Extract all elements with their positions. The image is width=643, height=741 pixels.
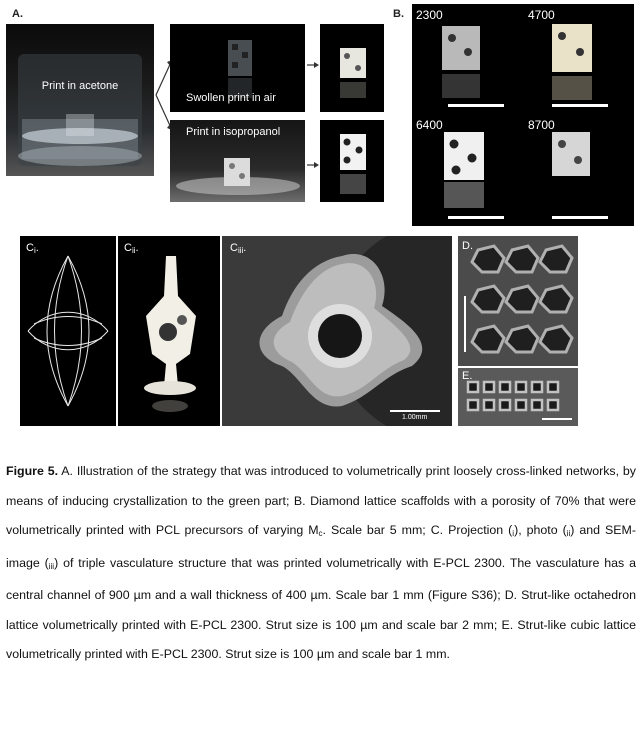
scale-bar-d: [464, 296, 466, 352]
panel-a-letter: A.: [12, 8, 23, 20]
sample-label-4: 8700: [528, 118, 555, 132]
ci-label: $C_i$.: [26, 242, 39, 255]
final-print-bottom-photo: [320, 120, 384, 202]
panel-cii-photo: [118, 236, 220, 426]
cii-print-illustration: [118, 236, 220, 426]
final-print-top-illustration: [320, 24, 384, 112]
ciii-label: $C_{iii}$.: [230, 242, 247, 255]
caption-label: Figure 5.: [6, 464, 59, 478]
sample-8700-illustration: [552, 132, 590, 176]
caption-text-2: . Scale bar 5 mm; C. Projection (: [322, 523, 513, 537]
swollen-print-photo: [170, 24, 305, 112]
panel-d-sem: [458, 236, 578, 366]
panel-b-letter: B.: [393, 8, 404, 20]
jar-illustration: [6, 24, 154, 176]
caption-text-5: ) of triple vasculature structure that was printed volumetrically with E-PCL 2300. The vasculature has a central channel of 900 µm and a wall thickness of 400 µm. Scale bar 1 mm (Figure S36); D. Strut-like octahedron lattice volumetrically printed with E-PCL 2300. Strut size is 100 µm and scale bar 2 mm; E. Strut-like cubic lattice volumetrically printed with E-PCL 2300. Strut size is 100 µm and scale bar 1 mm.: [6, 555, 636, 661]
panel-b-samples: [412, 4, 634, 226]
panel-e-letter: E.: [462, 370, 473, 382]
scale-bar-b2: [552, 104, 608, 107]
caption-iii-sub: iii: [48, 561, 55, 571]
scale-bar-b3: [448, 216, 504, 219]
scale-bar-ciii: [390, 410, 440, 412]
ciii-scale-text: 1.00mm: [402, 414, 428, 421]
caption-mc-sub: c: [318, 529, 323, 538]
ciii-sem-illustration: [222, 236, 452, 426]
scale-bar-b1: [448, 104, 504, 107]
sample-label-1: 2300: [416, 8, 443, 22]
arrow-right-bottom-icon: [306, 160, 320, 170]
swollen-label: Swollen print in air: [186, 92, 276, 104]
sample-4700-illustration: [552, 24, 592, 100]
sample-label-2: 4700: [528, 8, 555, 22]
panel-ci-projection: [20, 236, 116, 426]
scale-bar-e: [542, 418, 572, 420]
final-print-bottom-illustration: [320, 120, 384, 202]
d-octahedron-lattice-illustration: [458, 236, 578, 366]
scale-bar-b4: [552, 216, 608, 219]
acetone-jar-photo: [6, 24, 154, 176]
figure-caption: [6, 457, 636, 670]
arrow-right-top-icon: [306, 60, 320, 70]
caption-i-sub: i: [512, 529, 515, 538]
caption-text-4: ) and SEM-image (: [6, 523, 636, 570]
caption-ii-sub: ii: [566, 529, 571, 538]
panel-e-sem: [458, 368, 578, 426]
panel-b-grid: [412, 4, 634, 226]
caption-text-1: A. Illustration of the strategy that was introduced to volumetrically print loosely cross-linked networks, by means of inducing crystallization to the green part; B. Diamond lattice scaffolds with a porosity of 70% that were volumetrically printed with PCL precursors of varying M: [6, 464, 636, 537]
isopropanol-print-photo: [170, 120, 305, 202]
sample-6400-illustration: [444, 132, 484, 208]
panel-d-letter: D.: [462, 240, 473, 252]
caption-text-3: ), photo (: [514, 523, 567, 537]
isopropanol-label: Print in isopropanol: [186, 126, 281, 138]
ci-vasculature-illustration: [20, 236, 116, 426]
final-print-top-photo: [320, 24, 384, 112]
sample-2300-illustration: [442, 26, 480, 98]
acetone-label: Print in acetone: [41, 80, 119, 92]
sample-label-3: 6400: [416, 118, 443, 132]
panel-ciii-sem: [222, 236, 452, 426]
cii-label: $C_{ii}$.: [124, 242, 139, 255]
